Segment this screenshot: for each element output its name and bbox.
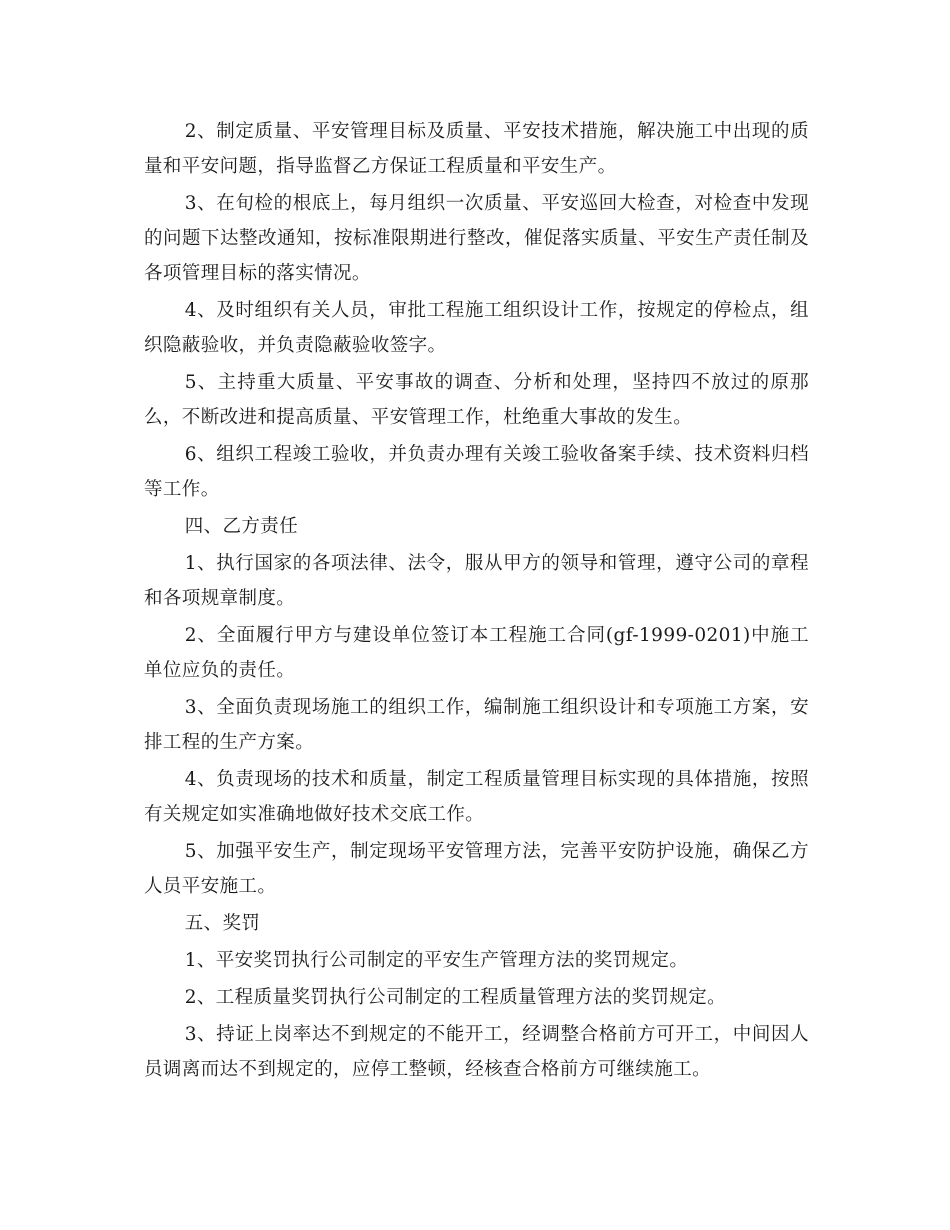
clause-b4: 4、负责现场的技术和质量，制定工程质量管理目标实现的具体措施，按照有关规定如实准确地做好技术交底工作。 [144, 769, 809, 825]
clause-a5: 5、主持重大质量、平安事故的调查、分析和处理，坚持四不放过的原那么，不断改进和提高质量、平安管理工作，杜绝重大事故的发生。 [144, 372, 809, 428]
clause-b2: 2、全面履行甲方与建设单位签订本工程施工合同(gf-1999-0201)中施工单位应负的责任。 [144, 625, 809, 681]
clause-b3: 3、全面负责现场施工的组织工作，编制施工组织设计和专项施工方案，安排工程的生产方案。 [144, 697, 809, 753]
section-heading-rewards: 五、奖罚 [184, 913, 261, 934]
clause-a3: 3、在旬检的根底上，每月组织一次质量、平安巡回大检查，对检查中发现的问题下达整改通知，按标准限期进行整改，催促落实质量、平安生产责任制及各项管理目标的落实情况。 [144, 193, 809, 284]
section-heading-party-b: 四、乙方责任 [184, 516, 299, 537]
clause-b1: 1、执行国家的各项法律、法令，服从甲方的领导和管理，遵守公司的章程和各项规章制度。 [144, 553, 809, 609]
clause-a2: 2、制定质量、平安管理目标及质量、平安技术措施，解决施工中出现的质量和平安问题，指导监督乙方保证工程质量和平安生产。 [144, 121, 809, 177]
document-body [144, 114, 809, 1087]
clause-c1: 1、平安奖罚执行公司制定的平安生产管理方法的奖罚规定。 [184, 950, 689, 971]
clause-b5: 5、加强平安生产，制定现场平安管理方法，完善平安防护设施，确保乙方人员平安施工。 [144, 841, 809, 897]
clause-c2: 2、工程质量奖罚执行公司制定的工程质量管理方法的奖罚规定。 [184, 987, 727, 1008]
clause-c3: 3、持证上岗率达不到规定的不能开工，经调整合格前方可开工，中间因人员调离而达不到规定的，应停工整顿，经核查合格前方可继续施工。 [144, 1024, 809, 1080]
clause-a6: 6、组织工程竣工验收，并负责办理有关竣工验收备案手续、技术资料归档等工作。 [144, 444, 809, 500]
clause-a4: 4、及时组织有关人员，审批工程施工组织设计工作，按规定的停检点，组织隐蔽验收，并负责隐蔽验收签字。 [144, 300, 809, 356]
